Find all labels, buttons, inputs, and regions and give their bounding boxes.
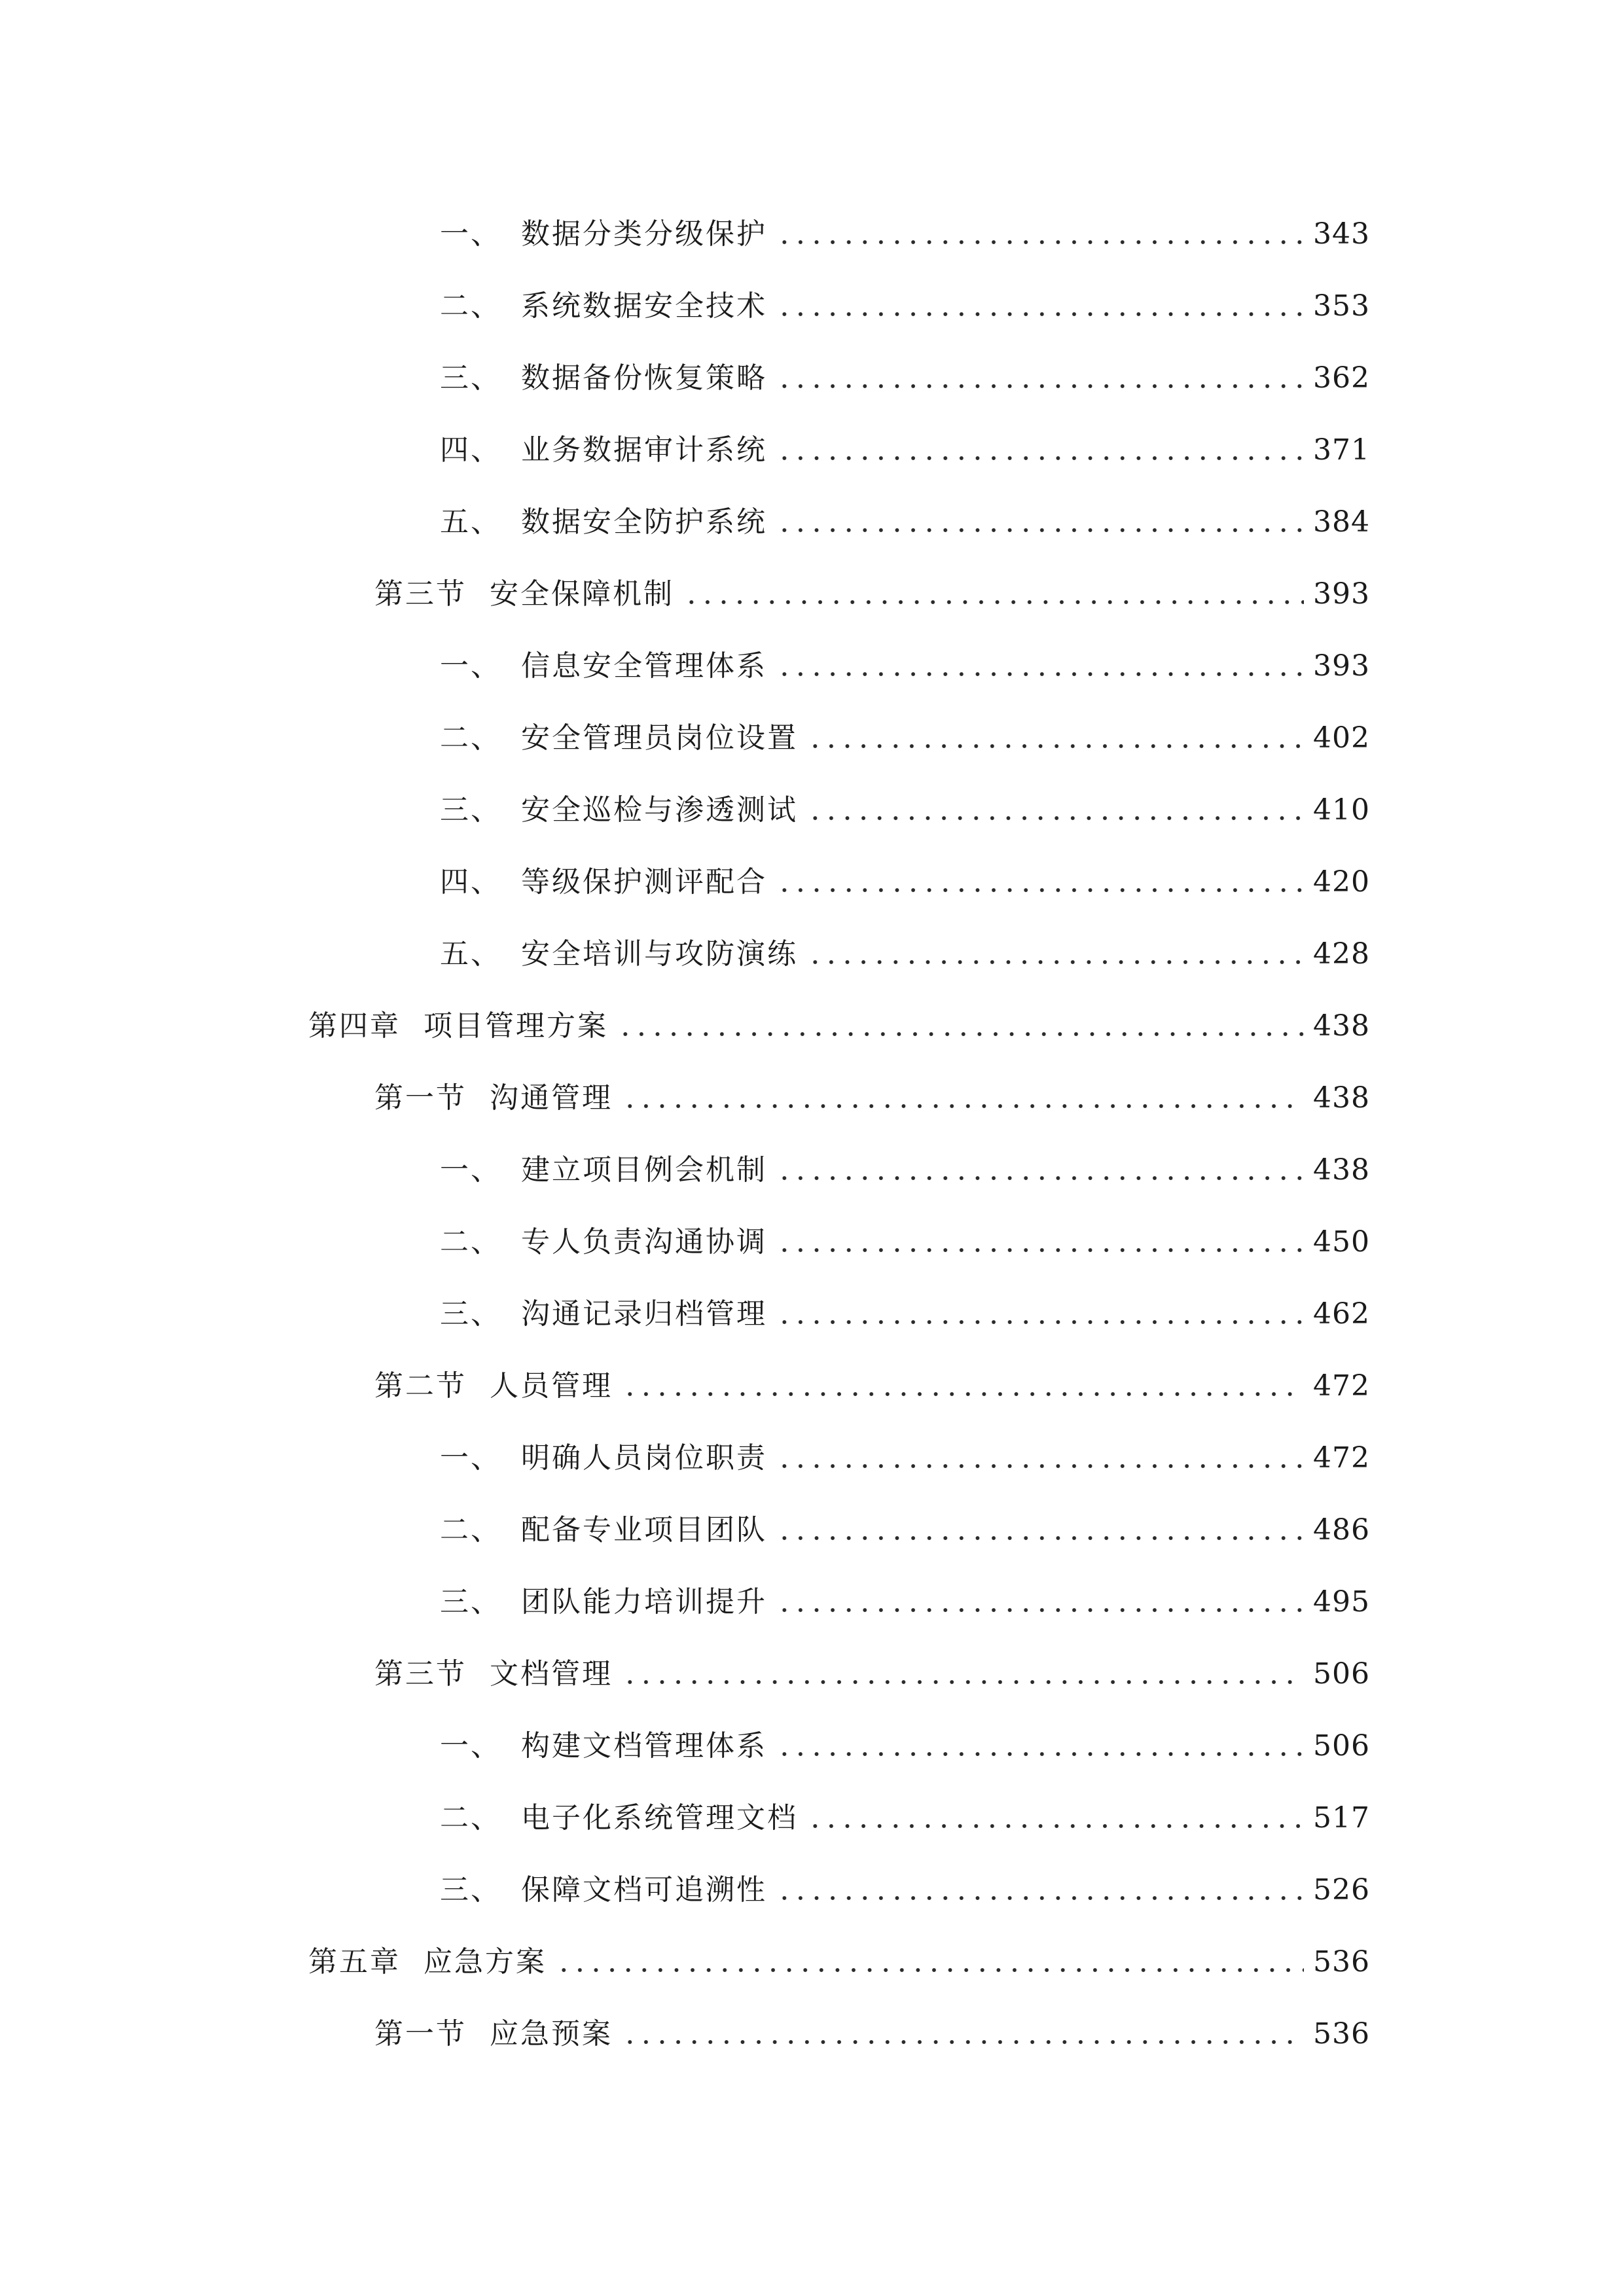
toc-entry-page: 393 xyxy=(1313,649,1370,683)
toc-entry-title: 应急方案 xyxy=(424,1945,547,1979)
toc-entry-page: 472 xyxy=(1313,1441,1370,1475)
toc-entry-number: 五、 xyxy=(440,937,501,971)
toc-entry-number: 第四章 xyxy=(308,1009,401,1043)
toc-entry-number: 第一节 xyxy=(374,1081,467,1115)
toc-entry-number: 四、 xyxy=(440,865,501,899)
dot-leader xyxy=(683,600,1304,604)
dot-leader xyxy=(776,1464,1304,1468)
toc-entry-page: 495 xyxy=(1313,1585,1370,1619)
dot-leader xyxy=(776,1536,1304,1540)
toc-entry-number: 一、 xyxy=(440,1729,501,1763)
toc-entry-title: 明确人员岗位职责 xyxy=(521,1441,767,1475)
toc-entry-number: 一、 xyxy=(440,1153,501,1187)
toc-entry-page: 462 xyxy=(1313,1297,1370,1331)
toc-entry-title: 沟通记录归档管理 xyxy=(521,1297,767,1331)
toc-entry-number: 一、 xyxy=(440,649,501,683)
toc-entry[interactable] xyxy=(440,1859,1370,1905)
toc-entry-title: 配备专业项目团队 xyxy=(521,1513,767,1547)
toc-entry-page: 428 xyxy=(1313,937,1370,971)
toc-entry-title: 业务数据审计系统 xyxy=(521,433,767,467)
toc-entry-number: 三、 xyxy=(440,1873,501,1907)
toc-entry-title: 项目管理方案 xyxy=(424,1009,608,1043)
toc-entry-number: 第一节 xyxy=(374,2017,467,2051)
toc-entry-title: 构建文档管理体系 xyxy=(521,1729,767,1763)
toc-entry-title: 专人负责沟通协调 xyxy=(521,1225,767,1259)
toc-entry-page: 517 xyxy=(1313,1801,1370,1835)
toc-chapter-entry[interactable] xyxy=(308,1931,1370,1977)
toc-entry-number: 三、 xyxy=(440,1297,501,1331)
toc-entry-title: 等级保护测评配合 xyxy=(521,865,767,899)
dot-leader xyxy=(776,1896,1304,1900)
toc-section-entry[interactable] xyxy=(374,2003,1370,2049)
toc-entry-page: 438 xyxy=(1313,1081,1370,1115)
toc-entry-title: 保障文档可追溯性 xyxy=(521,1873,767,1907)
toc-section-entry[interactable] xyxy=(374,1067,1370,1113)
toc-entry-page: 526 xyxy=(1313,1873,1370,1907)
toc-entry-title: 安全培训与攻防演练 xyxy=(521,937,798,971)
dot-leader xyxy=(776,1320,1304,1324)
toc-entry-number: 三、 xyxy=(440,793,501,827)
dot-leader xyxy=(776,240,1304,244)
toc-entry[interactable] xyxy=(440,1283,1370,1329)
dot-leader xyxy=(776,888,1304,892)
toc-entry[interactable] xyxy=(440,275,1370,321)
toc-entry[interactable] xyxy=(440,1499,1370,1545)
toc-entry-number: 五、 xyxy=(440,505,501,539)
dot-leader xyxy=(776,1248,1304,1252)
dot-leader xyxy=(807,1824,1304,1828)
toc-entry[interactable] xyxy=(440,779,1370,825)
toc-entry[interactable] xyxy=(440,851,1370,897)
toc-entry-title: 安全管理员岗位设置 xyxy=(521,721,798,755)
toc-section-entry[interactable] xyxy=(374,1643,1370,1689)
toc-entry-page: 362 xyxy=(1313,361,1370,395)
toc-entry-number: 四、 xyxy=(440,433,501,467)
toc-entry-number: 第三节 xyxy=(374,1657,467,1691)
toc-entry[interactable] xyxy=(440,1427,1370,1473)
toc-entry[interactable] xyxy=(440,707,1370,753)
toc-entry-page: 472 xyxy=(1313,1369,1370,1403)
toc-entry-page: 438 xyxy=(1313,1009,1370,1043)
toc-entry[interactable] xyxy=(440,1715,1370,1761)
toc-entry[interactable] xyxy=(440,1139,1370,1185)
toc-entry-number: 第三节 xyxy=(374,577,467,611)
toc-entry[interactable] xyxy=(440,1571,1370,1617)
toc-entry-title: 数据分类分级保护 xyxy=(521,217,767,251)
dot-leader xyxy=(776,1752,1304,1756)
toc-entry-page: 420 xyxy=(1313,865,1370,899)
toc-entry-page: 343 xyxy=(1313,217,1370,251)
toc-entry-title: 应急预案 xyxy=(490,2017,613,2051)
toc-entry[interactable] xyxy=(440,491,1370,537)
toc-entry-number: 第二节 xyxy=(374,1369,467,1403)
dot-leader xyxy=(807,744,1304,748)
toc-entry-title: 安全保障机制 xyxy=(490,577,674,611)
toc-entry[interactable] xyxy=(440,1211,1370,1257)
toc-entry-page: 384 xyxy=(1313,505,1370,539)
toc-section-entry[interactable] xyxy=(374,563,1370,609)
dot-leader xyxy=(776,1176,1304,1180)
toc-entry-number: 二、 xyxy=(440,1225,501,1259)
toc-entry-title: 安全巡检与渗透测试 xyxy=(521,793,798,827)
toc-entry-number: 二、 xyxy=(440,721,501,755)
dot-leader xyxy=(622,1680,1304,1684)
toc-entry-title: 建立项目例会机制 xyxy=(521,1153,767,1187)
toc-entry-title: 系统数据安全技术 xyxy=(521,289,767,323)
toc-entry-number: 二、 xyxy=(440,289,501,323)
toc-entry[interactable] xyxy=(440,1787,1370,1833)
toc-entry-title: 信息安全管理体系 xyxy=(521,649,767,683)
dot-leader xyxy=(776,456,1304,460)
dot-leader xyxy=(776,1608,1304,1612)
toc-entry-page: 486 xyxy=(1313,1513,1370,1547)
toc-entry-page: 410 xyxy=(1313,793,1370,827)
toc-entry-number: 一、 xyxy=(440,217,501,251)
toc-entry[interactable] xyxy=(440,419,1370,465)
dot-leader xyxy=(622,1104,1304,1108)
toc-chapter-entry[interactable] xyxy=(308,995,1370,1041)
toc-entry-page: 402 xyxy=(1313,721,1370,755)
toc-entry-number: 二、 xyxy=(440,1801,501,1835)
toc-entry[interactable] xyxy=(440,923,1370,969)
toc-entry-number: 二、 xyxy=(440,1513,501,1547)
toc-entry-page: 506 xyxy=(1313,1729,1370,1763)
dot-leader xyxy=(776,312,1304,316)
toc-entry-title: 文档管理 xyxy=(490,1657,613,1691)
toc-entry-title: 电子化系统管理文档 xyxy=(521,1801,798,1835)
toc-entry-title: 人员管理 xyxy=(490,1369,613,1403)
toc-entry-page: 450 xyxy=(1313,1225,1370,1259)
toc-entry-page: 438 xyxy=(1313,1153,1370,1187)
toc-entry-number: 三、 xyxy=(440,1585,501,1619)
dot-leader xyxy=(622,1392,1304,1396)
toc-entry-number: 三、 xyxy=(440,361,501,395)
toc-entry-page: 536 xyxy=(1313,1945,1370,1979)
toc-entry-page: 506 xyxy=(1313,1657,1370,1691)
toc-entry[interactable] xyxy=(440,635,1370,681)
toc-entry-title: 数据安全防护系统 xyxy=(521,505,767,539)
toc-entry[interactable] xyxy=(440,203,1370,249)
toc-entry-title: 团队能力培训提升 xyxy=(521,1585,767,1619)
toc-entry-page: 371 xyxy=(1313,433,1370,467)
dot-leader xyxy=(617,1032,1304,1036)
toc-entry-title: 沟通管理 xyxy=(490,1081,613,1115)
dot-leader xyxy=(807,816,1304,820)
dot-leader xyxy=(776,528,1304,532)
toc-entry-page: 393 xyxy=(1313,577,1370,611)
dot-leader xyxy=(807,960,1304,964)
toc-entry[interactable] xyxy=(440,347,1370,393)
toc-entry-page: 536 xyxy=(1313,2017,1370,2051)
dot-leader xyxy=(556,1968,1304,1972)
dot-leader xyxy=(776,384,1304,388)
toc-section-entry[interactable] xyxy=(374,1355,1370,1401)
dot-leader xyxy=(622,2040,1304,2044)
toc-entry-page: 353 xyxy=(1313,289,1370,323)
dot-leader xyxy=(776,672,1304,676)
toc-entry-title: 数据备份恢复策略 xyxy=(521,361,767,395)
toc-entry-number: 一、 xyxy=(440,1441,501,1475)
toc-entry-number: 第五章 xyxy=(308,1945,401,1979)
